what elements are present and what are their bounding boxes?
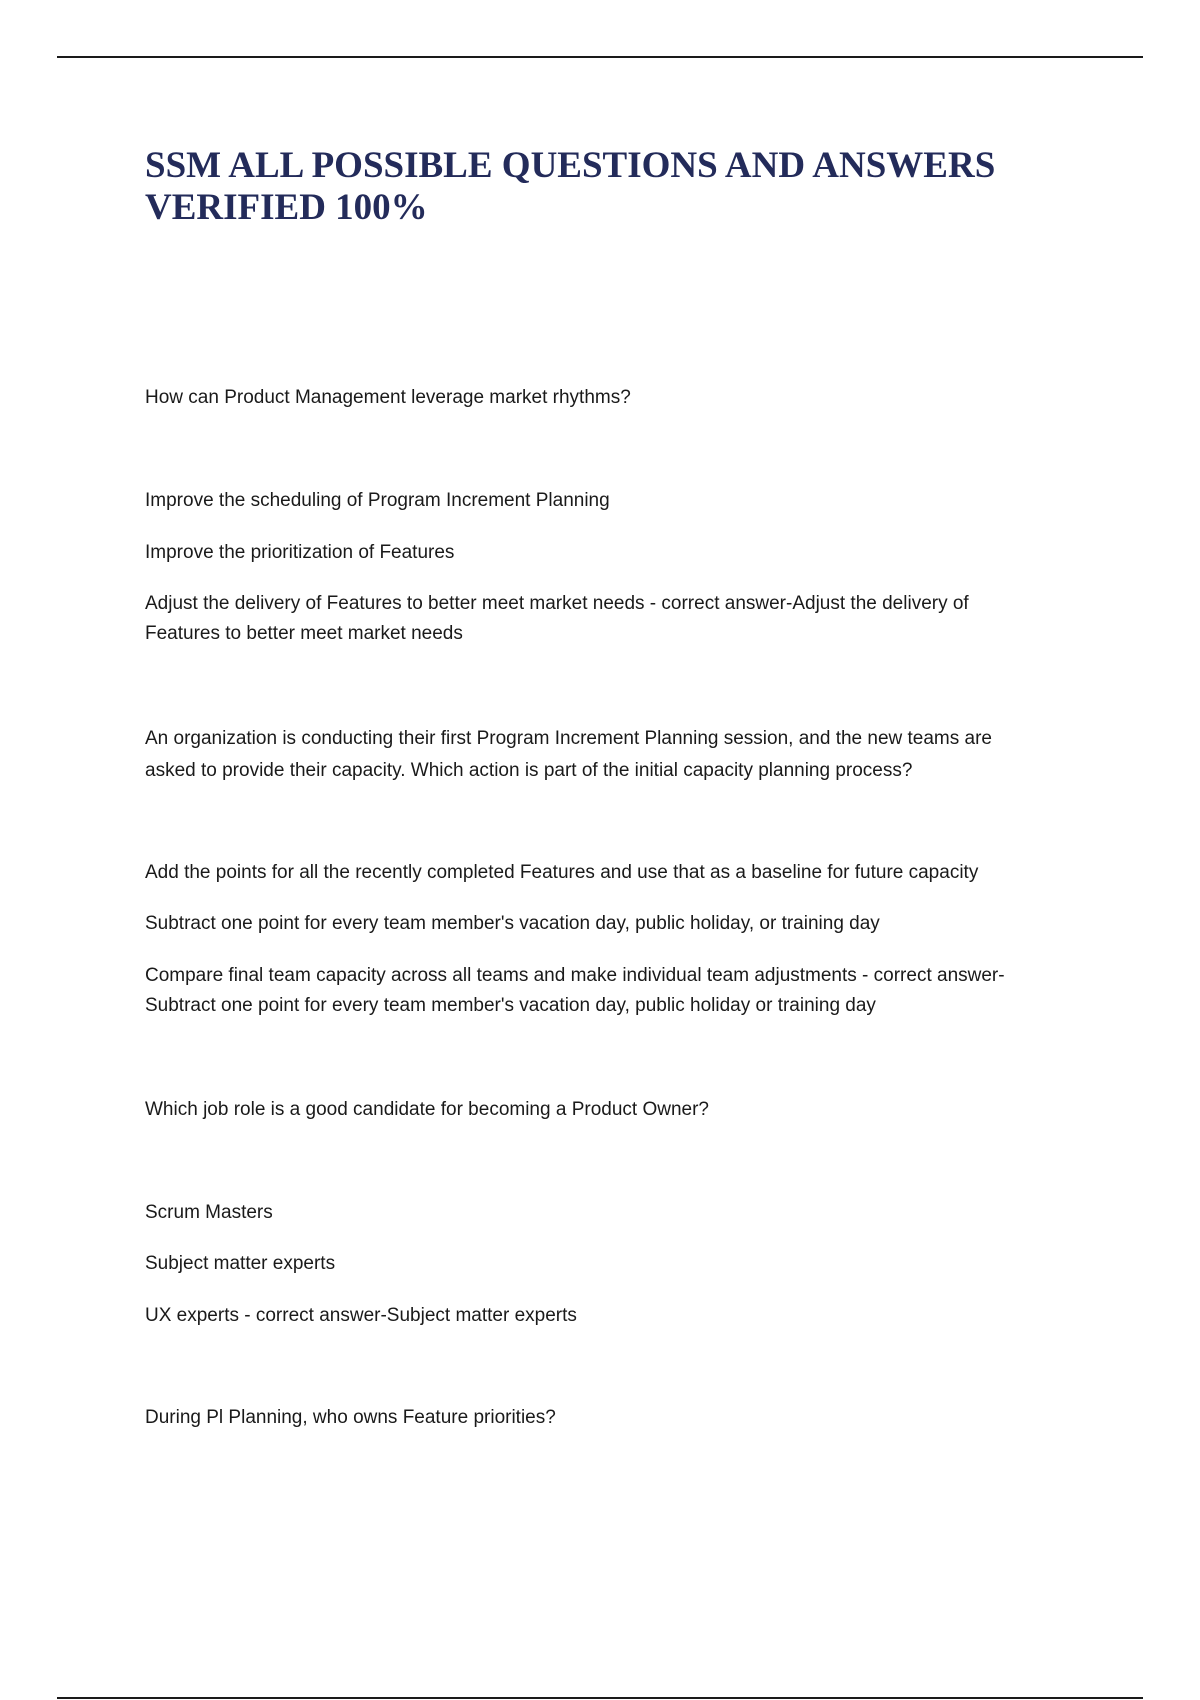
question-3-option-3-answer — [145, 1301, 1075, 1331]
option-text: Improve the scheduling of Program Increment Planning — [145, 490, 610, 511]
question-1-option-1 — [145, 486, 1075, 516]
question-text: asked to provide their capacity. Which action is part of the initial capacity planning process? — [145, 760, 913, 781]
question-2-option-3-answer — [145, 961, 1075, 1021]
option-text: Subtract one point for every team member's vacation day, public holiday, or training day — [145, 913, 880, 934]
option-text: Adjust the delivery of Features to better meet market needs - correct answer-Adjust the delivery of — [145, 593, 969, 614]
question-3-option-2 — [145, 1249, 1075, 1279]
question-3-option-1 — [145, 1198, 1075, 1228]
title-line-2: VERIFIED 100% — [145, 187, 428, 228]
option-text: Improve the prioritization of Features — [145, 542, 455, 563]
question-1-option-3-answer — [145, 589, 1075, 649]
option-text: Subtract one point for every team member's vacation day, public holiday or training day — [145, 995, 876, 1016]
question-text: How can Product Management leverage market rhythms? — [145, 387, 631, 408]
document-title — [145, 145, 1065, 229]
question-text: During Pl Planning, who owns Feature priorities? — [145, 1407, 556, 1428]
question-3 — [145, 1095, 1075, 1125]
option-text: Scrum Masters — [145, 1202, 273, 1223]
option-text: Features to better meet market needs — [145, 623, 463, 644]
option-text: Add the points for all the recently completed Features and use that as a baseline for future capacity — [145, 862, 979, 883]
top-divider — [57, 56, 1143, 58]
question-text: Which job role is a good candidate for becoming a Product Owner? — [145, 1099, 709, 1120]
bottom-divider — [57, 1697, 1143, 1699]
question-1-option-2 — [145, 538, 1075, 568]
option-text: Compare final team capacity across all teams and make individual team adjustments - correct answer- — [145, 965, 1005, 986]
question-2 — [145, 723, 1075, 787]
question-1 — [145, 383, 1075, 413]
question-4 — [145, 1403, 1075, 1433]
option-text: UX experts - correct answer-Subject matter experts — [145, 1305, 577, 1326]
question-text: An organization is conducting their first Program Increment Planning session, and the new teams are — [145, 728, 993, 749]
question-2-option-2 — [145, 909, 1075, 939]
option-text: Subject matter experts — [145, 1253, 336, 1274]
question-2-option-1 — [145, 858, 1075, 888]
title-line-1: SSM ALL POSSIBLE QUESTIONS AND ANSWERS — [145, 145, 996, 186]
